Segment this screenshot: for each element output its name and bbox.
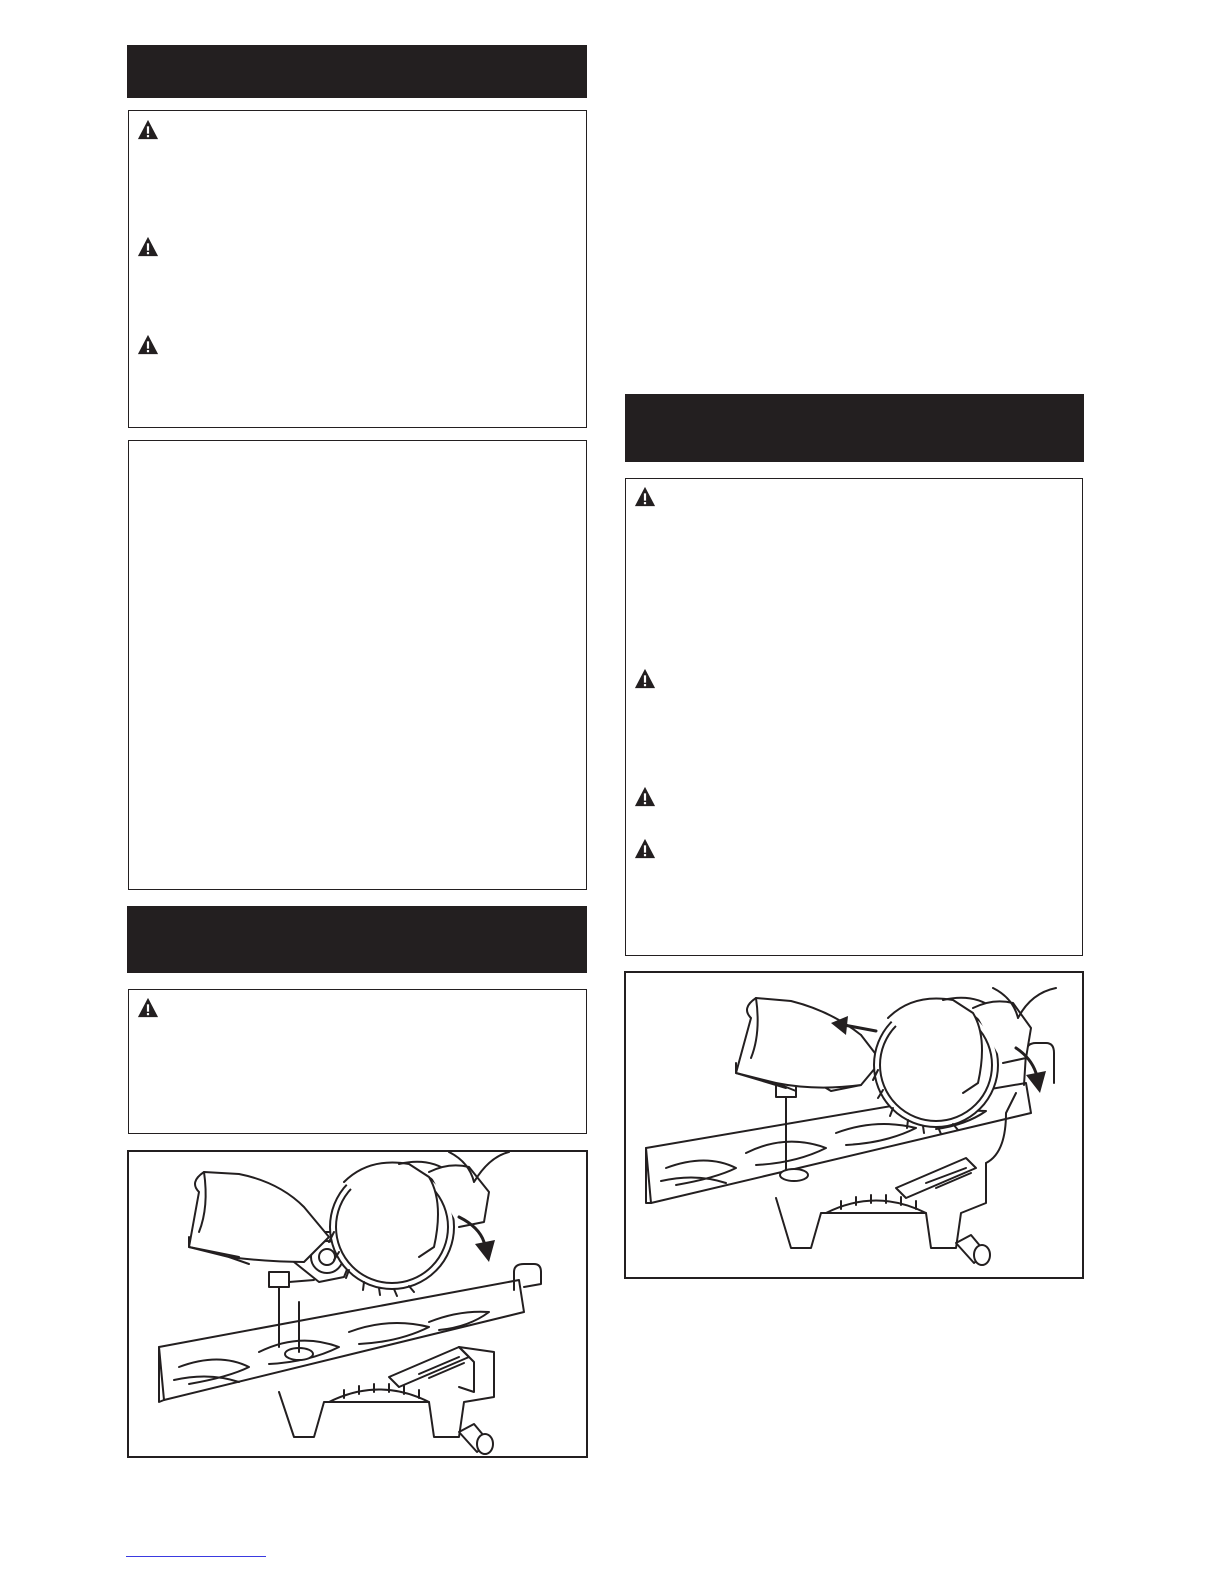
warning-triangle-icon xyxy=(634,838,656,860)
note-box xyxy=(128,440,587,890)
warning-triangle-icon xyxy=(137,334,159,356)
miter-saw-illustration xyxy=(129,1152,586,1456)
down-arrow-icon xyxy=(1026,1071,1046,1093)
footer-rule xyxy=(126,1556,266,1557)
warning-triangle-icon xyxy=(634,786,656,808)
miter-saw-slide-cut-figure xyxy=(624,971,1084,1279)
warning-triangle-icon xyxy=(137,997,159,1019)
section-header-bar-3 xyxy=(625,394,1084,462)
section-header-bar-2 xyxy=(127,906,587,973)
warning-box-1 xyxy=(128,110,587,428)
down-arrow-icon xyxy=(475,1240,495,1262)
warning-box-3 xyxy=(625,478,1083,956)
warning-triangle-icon xyxy=(634,668,656,690)
section-header-bar-1 xyxy=(127,45,587,98)
warning-triangle-icon xyxy=(137,119,159,141)
miter-saw-slide-illustration xyxy=(626,973,1082,1277)
warning-triangle-icon xyxy=(634,486,656,508)
warning-box-2 xyxy=(128,989,587,1134)
miter-saw-downward-cut-figure xyxy=(127,1150,588,1458)
warning-triangle-icon xyxy=(137,236,159,258)
